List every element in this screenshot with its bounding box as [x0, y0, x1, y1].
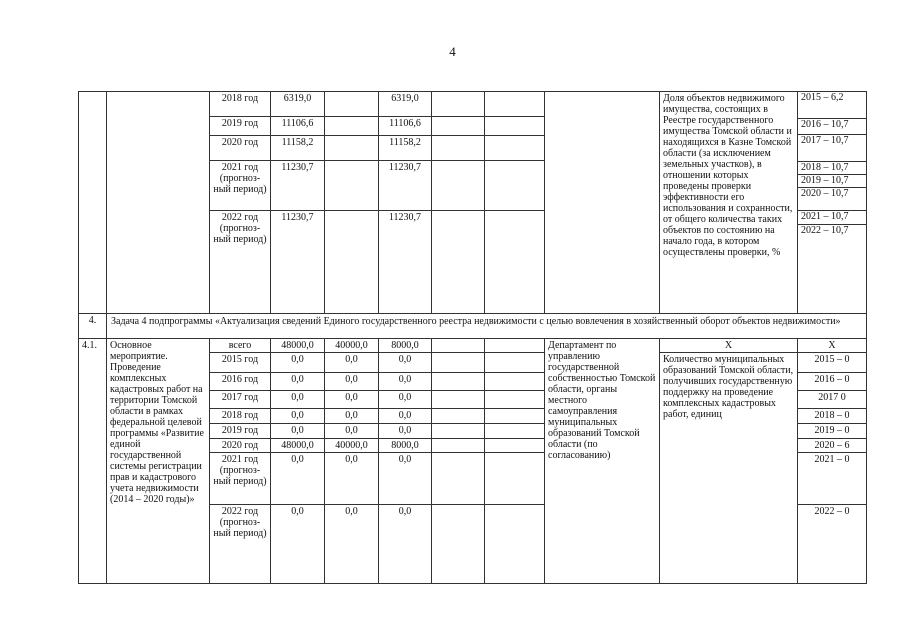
year-cell: 2020 год	[210, 439, 271, 453]
total-cell: 11106,6	[271, 117, 325, 136]
other-cell	[485, 136, 545, 161]
x-mark-left: Х	[660, 339, 798, 353]
value-item: 2019 – 10,7	[798, 174, 866, 187]
local-cell	[432, 117, 485, 136]
total-cell: 0,0	[271, 353, 325, 373]
other-cell	[485, 373, 545, 391]
fed-cell: 0,0	[325, 391, 379, 409]
year-cell: 2018 год	[210, 409, 271, 424]
x-mark-right: Х	[798, 339, 867, 353]
value-item: 2018 – 0	[798, 409, 867, 424]
other-cell	[485, 211, 545, 314]
total-cell: 0,0	[271, 373, 325, 391]
executor-cell-empty	[545, 92, 660, 314]
total-cell: 0,0	[271, 505, 325, 584]
reg-cell: 0,0	[379, 373, 432, 391]
local-cell	[432, 339, 485, 353]
total-cell: 11230,7	[271, 161, 325, 211]
total-cell: 0,0	[271, 391, 325, 409]
task-row	[79, 314, 867, 339]
reg-cell: 8000,0	[379, 339, 432, 353]
measure-name: Основное мероприятие. Проведение комплексных кадастровых работ на территории Томской области в рамках федеральной целевой программы «Развитие единой государственной системы регистрации прав и кадастрового учета недвижимости (2014 – 2020 годы)»	[107, 339, 210, 584]
other-cell	[485, 353, 545, 373]
local-cell	[432, 409, 485, 424]
fed-cell	[325, 136, 379, 161]
year-cell: 2019 год	[210, 424, 271, 439]
other-cell	[485, 161, 545, 211]
value-item: 2017 – 10,7	[798, 134, 866, 157]
fed-cell: 40000,0	[325, 439, 379, 453]
value-item: 2015 – 6,2	[801, 92, 844, 103]
local-cell	[432, 211, 485, 314]
other-cell	[485, 453, 545, 505]
local-cell	[432, 439, 485, 453]
reg-cell: 8000,0	[379, 439, 432, 453]
value-item: 2019 – 0	[798, 424, 867, 439]
other-cell	[485, 92, 545, 117]
task-number: 4.	[79, 314, 107, 339]
year-cell: 2022 год (прогноз-ный период)	[210, 211, 271, 314]
other-cell	[485, 505, 545, 584]
value-item: 2017 0	[798, 391, 867, 409]
task-title: Задача 4 подпрограммы «Актуализация сведений Единого государственного реестра недвижимости с целью вовлечения в хозяйственный оборот объектов недвижимости»	[107, 314, 867, 339]
fed-cell: 40000,0	[325, 339, 379, 353]
total-cell: 11158,2	[271, 136, 325, 161]
value-item: 2018 – 10,7	[798, 161, 866, 174]
value-item: 2020 – 6	[798, 439, 867, 453]
fed-cell	[325, 117, 379, 136]
measure-number: 4.1.	[79, 339, 107, 584]
other-cell	[485, 424, 545, 439]
indicator-values-upper	[798, 92, 867, 314]
year-cell: 2018 год	[210, 92, 271, 117]
value-item: 2021 – 0	[798, 453, 867, 505]
year-cell: 2021 год (прогноз-ный период)	[210, 453, 271, 505]
year-cell: 2016 год	[210, 373, 271, 391]
year-cell: 2022 год (прогноз-ный период)	[210, 505, 271, 584]
fed-cell	[325, 211, 379, 314]
local-cell	[432, 391, 485, 409]
value-item: 2020 – 10,7	[798, 187, 866, 210]
reg-cell: 0,0	[379, 391, 432, 409]
year-cell: всего	[210, 339, 271, 353]
value-item: 2016 – 10,7	[798, 118, 866, 134]
fed-cell	[325, 161, 379, 211]
year-cell: 2017 год	[210, 391, 271, 409]
local-cell	[432, 92, 485, 117]
total-cell: 0,0	[271, 453, 325, 505]
year-cell: 2021 год (прогноз-ный период)	[210, 161, 271, 211]
local-cell	[432, 161, 485, 211]
measure-indicator: Количество муниципальных образований Томской области, получивших государственную поддержку на проведение комплексных кадастровых работ, единиц	[660, 353, 798, 584]
local-cell	[432, 373, 485, 391]
fed-cell: 0,0	[325, 505, 379, 584]
reg-cell: 0,0	[379, 424, 432, 439]
year-cell: 2020 год	[210, 136, 271, 161]
reg-cell: 0,0	[379, 505, 432, 584]
fed-cell: 0,0	[325, 373, 379, 391]
indicator-name-upper: Доля объектов недвижимого имущества, состоящих в Реестре государственного имущества Томской области и находящихся в Казне Томской области (за исключением земельных участков), в отношении которых проведены проверки эффективности его использования и сохранности, от общего количества таких объектов по состоянию на начало года, в котором осуществлены проверки, %	[660, 92, 798, 314]
year-cell: 2015 год	[210, 353, 271, 373]
other-cell	[485, 339, 545, 353]
fed-cell: 0,0	[325, 453, 379, 505]
other-cell	[485, 409, 545, 424]
reg-cell: 0,0	[379, 353, 432, 373]
value-item: 2016 – 0	[798, 373, 867, 391]
reg-cell: 11158,2	[379, 136, 432, 161]
local-cell	[432, 136, 485, 161]
value-item: 2021 – 10,7	[798, 210, 866, 224]
reg-cell: 0,0	[379, 453, 432, 505]
value-item: 2022 – 10,7	[798, 224, 866, 314]
local-cell	[432, 353, 485, 373]
program-table	[78, 91, 867, 584]
local-cell	[432, 424, 485, 439]
reg-cell: 11230,7	[379, 161, 432, 211]
other-cell	[485, 391, 545, 409]
local-cell	[432, 505, 485, 584]
year-cell: 2019 год	[210, 117, 271, 136]
reg-cell: 11230,7	[379, 211, 432, 314]
value-item: 2022 – 0	[798, 505, 867, 584]
other-cell	[485, 439, 545, 453]
fed-cell: 0,0	[325, 409, 379, 424]
fed-cell: 0,0	[325, 353, 379, 373]
total-cell: 11230,7	[271, 211, 325, 314]
total-cell: 48000,0	[271, 439, 325, 453]
fed-cell	[325, 92, 379, 117]
table-row	[79, 339, 867, 353]
total-cell: 0,0	[271, 424, 325, 439]
other-cell	[485, 117, 545, 136]
local-cell	[432, 453, 485, 505]
fed-cell: 0,0	[325, 424, 379, 439]
total-cell: 0,0	[271, 409, 325, 424]
total-cell: 48000,0	[271, 339, 325, 353]
table-row	[79, 92, 867, 117]
reg-cell: 11106,6	[379, 117, 432, 136]
total-cell: 6319,0	[271, 92, 325, 117]
value-item: 2015 – 0	[798, 353, 867, 373]
reg-cell: 6319,0	[379, 92, 432, 117]
num-cell-empty	[79, 92, 107, 314]
reg-cell: 0,0	[379, 409, 432, 424]
name-cell-empty	[107, 92, 210, 314]
measure-executor: Департамент по управлению государственной собственностью Томской области, органы местного самоуправления муниципальных образований Томской области (по согласованию)	[545, 339, 660, 584]
page-number: 4	[449, 44, 456, 59]
